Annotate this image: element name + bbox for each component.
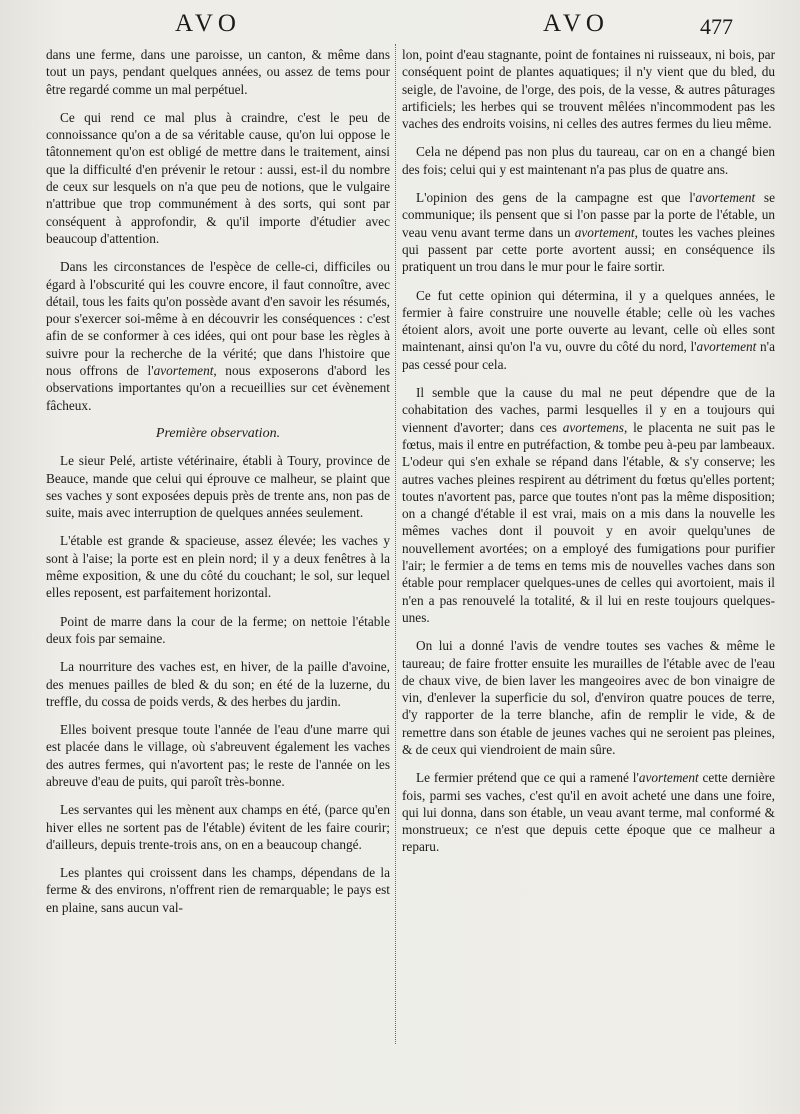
paragraph: Dans les circonstances de l'espèce de celle-ci, difficiles ou égard à l'obscurité qui les couvre encore, il faut connoître, avec détail, tous les faits qu'on possède avant d'en savoir les résumés, pour s'exercer soi-même à en découvrir les conséquences : c'est afin de se conformer à ces idées, qui ont pour base les règles à suivre pour la recherche de la vérité; que dans l'histoire que nous offrons de l'avortement, nous exposerons d'abord les observations importantes qu'on a recueillies sur cet évènement fâcheux. (46, 259, 390, 413)
paragraph: Les plantes qui croissent dans les champs, dépendans de la ferme & des environs, n'offrent rien de remarquable; le pays est en plaine, sans aucun val- (46, 865, 390, 915)
paragraph: Le sieur Pelé, artiste vétérinaire, établi à Toury, province de Beauce, mande que celui qui éprouve ce malheur, se plaint que ses vaches y sont exposées depuis près de trente ans, non pas de suite, mais avec interruption de quelques années seulement. (46, 453, 390, 521)
running-header-right: AVO (543, 10, 609, 37)
paragraph: Point de marre dans la cour de la ferme; on nettoie l'étable deux fois par semaine. (46, 613, 390, 646)
section-heading: Première observation. (155, 425, 281, 441)
paragraph: Elles boivent presque toute l'année de l'eau d'une marre qui est placée dans le village, où s'abreuvent également les vaches des autres fermes, qui n'avortent pas; le reste de l'année on les abreuve d'eau de puits, qui paroît très-bonne. (46, 722, 390, 789)
right-column (402, 46, 775, 867)
paragraph: Les servantes qui les mènent aux champs en été, (parce qu'en hiver elles ne sortent pas de l'étable) évitent de les faire courir; d'ailleurs, depuis trente-trois ans, on en a beaucoup changé. (46, 802, 390, 852)
paragraph: Ce qui rend ce mal plus à craindre, c'est le peu de connoissance qu'on a de sa véritable cause, qu'on lui oppose le tâtonnement qu'on est obligé de mettre dans le traitement, ainsi que la difficulté d'en prévenir le retour : aussi, est-il du nombre de ceux sur lesquels on n'a que peu de notions, que le vulgaire n'attribue que trop communément à des sorts, qui sont par conséquent à approfondir, & qu'il importe d'étudier avec beaucoup d'attention. (46, 109, 390, 246)
running-header-left: AVO (175, 10, 241, 37)
paragraph: dans une ferme, dans une paroisse, un canton, & même dans tout un pays, pendant quelques années, ou assez de tems pour être regardé comme un mal perpétuel. (46, 47, 390, 97)
paragraph: Il semble que la cause du mal ne peut dépendre que de la cohabitation des vaches, parmi lesquelles il y en a toujours qui viennent d'avorter; dans ces avortemens, le placenta ne suit pas le fœtus, mais il entre en putréfaction, & tombe peu à-peu par lambeaux. L'odeur qui s'en exhale se répand dans l'étable, & s'y conserve; les autres vaches pleines respirent au détriment du fœtus qu'elles portent; toutes n'avortent pas, parce que toutes n'ont pas la même disposition; on a changé d'étable il est vrai, mais on a mis dans la nouvelle les mêmes vaches dont il pouvoit y en avoir quelqu'unes de nouvellement avortées; on a employé des fumigations pour purifier l'air; le fermier a de tems en tems mis de nouvelles vaches dans son étable pour remplacer quelques-unes de celles qui avortoient, mais il n'en a pas renouvelé la totalité, & il lui en reste toujours quelques-unes. (402, 385, 776, 625)
paragraph: Le fermier prétend que ce qui a ramené l'avortement cette dernière fois, parmi ses vaches, c'est qu'il en avoit acheté une dans une foire, qui lui donna, dans son étable, un veau avant terme, mal conformé & monstrueux; ce n'est que depuis cette époque que ce malheur a reparu. (402, 770, 775, 855)
paragraph: L'étable est grande & spacieuse, assez élevée; les vaches y sont à l'aise; la porte est en plein nord; il y a deux fenêtres à la même exposition, & une du côté du couchant; le sol, sur lequel elles reposent, est parfaitement horizontal. (46, 533, 390, 601)
paragraph: Ce fut cette opinion qui détermina, il y a quelques années, le fermier à faire construire une nouvelle étable; celle où les vaches étoient alors, avoit une porte ouverte au levant, celle où elles sont maintenant, ainsi qu'on l'a vu, ouvre du côté du nord, l'avortement n'a pas cessé pour cela. (402, 287, 775, 372)
paragraph: Cela ne dépend pas non plus du taureau, car on en a changé bien des fois; celui qui y est maintenant n'a pas plus de quatre ans. (402, 144, 775, 177)
paragraph: L'opinion des gens de la campagne est que l'avortement se communique; ils pensent que si l'on passe par la porte de l'étable, un veau venu avant terme dans un avortement, toutes les vaches pleines qui passent par cette porte avortent aussi; en conséquence ils pratiquent un trou dans le mur pour le faire sortir. (402, 190, 775, 275)
column-divider (395, 44, 396, 1044)
paragraph: On lui a donné l'avis de vendre toutes ses vaches & même le taureau; de faire frotter ensuite les murailles de l'étable avec de l'eau de chaux vive, de bien laver les mangeoires avec de bon vinaigre de vin, d'enlever la superficie du sol, d'environ quatre pouces de terre, d'y rapporter de la terre blanche, afin de remplir le vide, & de remettre dans son étable de jeunes vaches qui ne seroient pas pleines, & de ceux qui viendroient de main sûre. (402, 638, 775, 757)
paragraph: lon, point d'eau stagnante, point de fontaines ni ruisseaux, ni bois, par conséquent point de plantes aquatiques; il n'y vient que du bled, du seigle, de l'avoine, de l'orge, des pois, de la vesse, & autres pâturages artificiels; les herbes qui se trouvent mêlées n'incommodent pas les vaches des endroits voisins, ni celles des autres fermes du lieu même. (402, 47, 775, 132)
page-number: 477 (700, 14, 733, 39)
left-column (46, 46, 390, 927)
paragraph: La nourriture des vaches est, en hiver, de la paille d'avoine, des menues pailles de bled & du son; en été de la luzerne, du treffle, du cossa de poids verds, & des herbes du jardin. (46, 659, 390, 709)
